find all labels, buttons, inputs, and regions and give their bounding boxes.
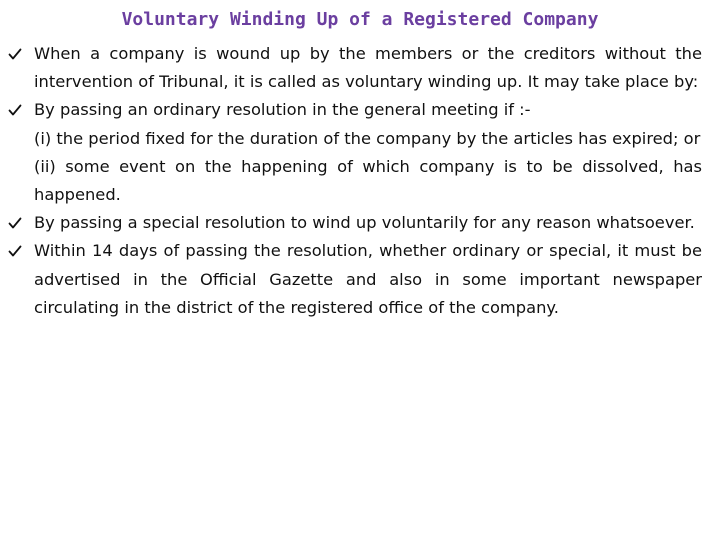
bullet-list	[0, 40, 720, 322]
checkmark-icon	[8, 96, 24, 124]
checkmark-icon	[8, 237, 24, 265]
checkmark-icon	[8, 40, 24, 68]
bullet-item	[0, 209, 720, 237]
bullet-text: Within 14 days of passing the resolution, whether ordinary or special, it must be advertised in the Official Gazette and also in some important newspaper circulating in the district of the registered office of the company.	[34, 241, 702, 317]
bullet-item	[0, 237, 720, 322]
checkmark-icon	[8, 209, 24, 237]
bullet-lead-text: By passing an ordinary resolution in the general meeting if :-	[34, 100, 531, 120]
sub-item-text: (ii) some event on the happening of which company is to be dissolved, has happened.	[34, 156, 702, 205]
bullet-text: By passing a special resolution to wind up voluntarily for any reason whatsoever.	[34, 213, 695, 233]
slide-title: Voluntary Winding Up of a Registered Company	[121, 9, 599, 30]
bullet-item	[0, 40, 720, 96]
bullet-text	[34, 96, 702, 209]
sub-item-text: (i) the period fixed for the duration of the company by the articles has expired; or	[34, 128, 701, 148]
bullet-text: When a company is wound up by the members or the creditors without the intervention of Tribunal, it is called as voluntary winding up. It may take place by:	[34, 44, 702, 92]
bullet-item	[0, 96, 720, 209]
